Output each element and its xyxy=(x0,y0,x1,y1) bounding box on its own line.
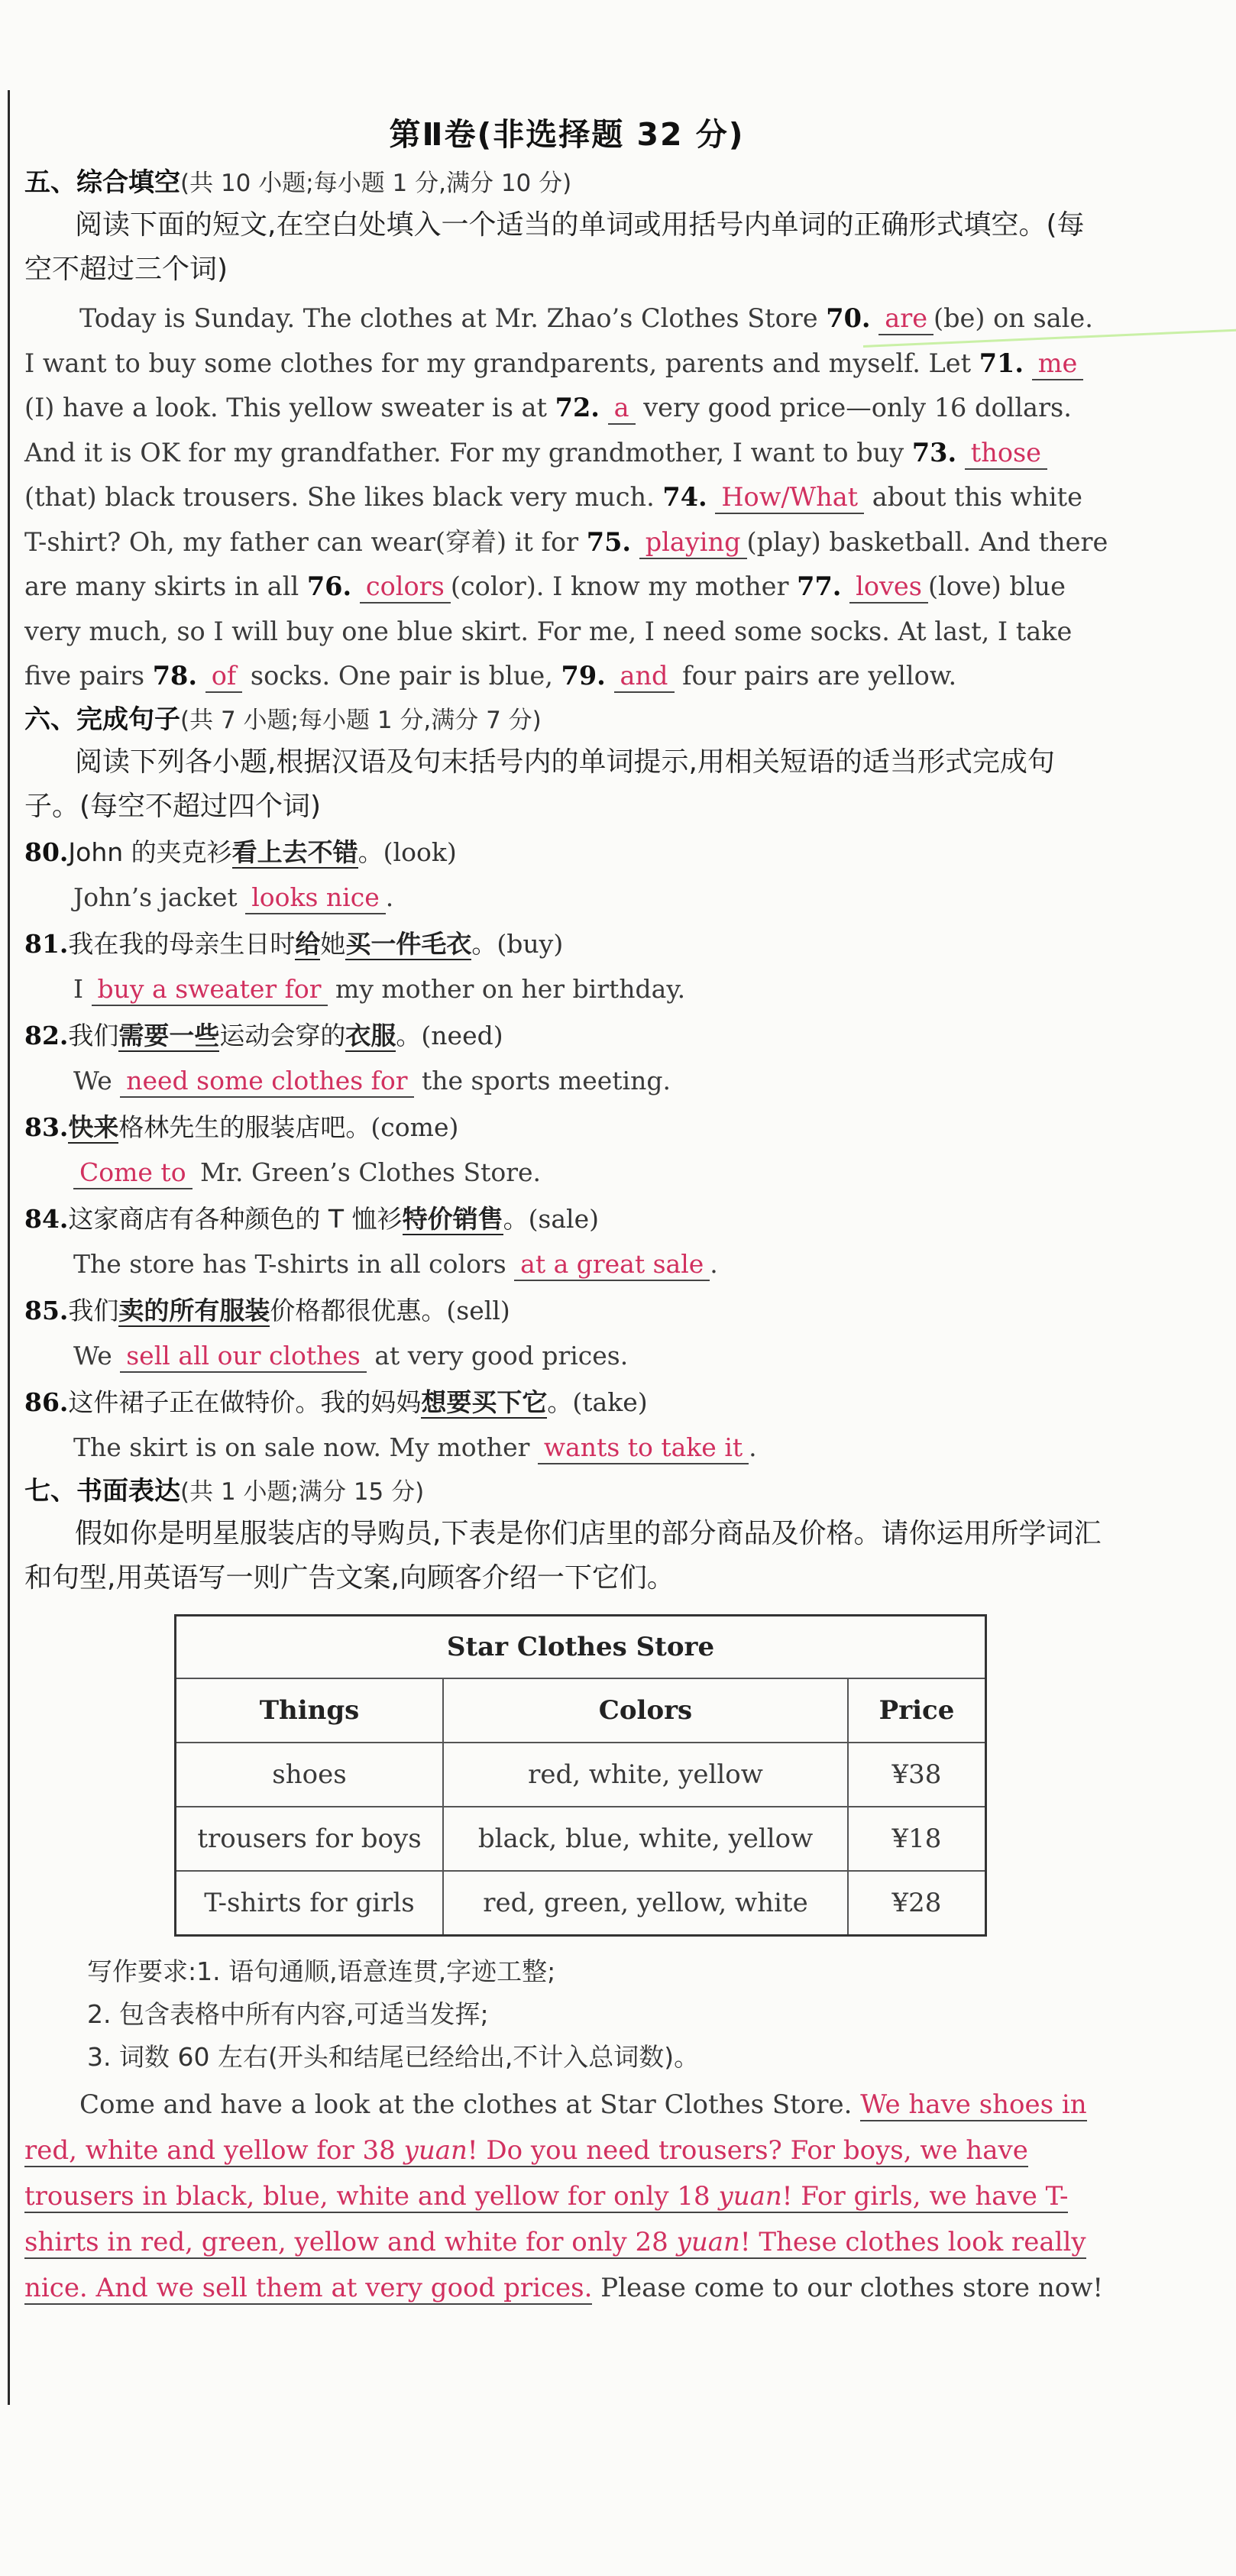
q77-answer: loves xyxy=(849,571,928,604)
essay-yuan-1: yuan xyxy=(403,2134,468,2166)
essay-yuan-2: yuan xyxy=(718,2180,782,2212)
question-86 xyxy=(24,1380,1109,1471)
table-row xyxy=(176,1807,986,1871)
requirement-1: 写作要求:1. 语句通顺,语意连贯,字迹工整; xyxy=(87,1956,556,1986)
table-row xyxy=(176,1871,986,1936)
requirement-2: 2. 包含表格中所有内容,可适当发挥; xyxy=(87,1998,489,2029)
cell-price: ¥18 xyxy=(848,1807,986,1871)
cloze-passage: Today is Sunday. The clothes at Mr. Zhao’s Clothes Store 70. are (be) on sale. I want to buy some clothes for my grandparents, parents and myself. Let 71. me(I) have a look. This yellow sweater is at 72. a very good price—only 16 dollars. And it is OK for my grandfather. For my grandmother, I want to buy 73. those(that) black trousers. She likes black very much. 74. How/What about this white T-shirt? Oh, my father can wear(穿着) it for 75. playing (play) basketball. And there are many skirts in all 76. colors (color). I know my mother 77. loves (love) blue very much, so I will buy one blue skirt. For me, I need some socks. At last, I take five pairs 78. of socks. One pair is blue, 79. and four pairs are yellow. xyxy=(24,296,1109,699)
question-number: 81. xyxy=(24,928,69,959)
section-5-title: 五、综合填空 xyxy=(24,167,180,198)
essay-answer-2: ! Do you need trousers? For boys, we have trousers in black, blue, white and yellow for only 18 xyxy=(24,2134,1028,2212)
q75-answer: playing xyxy=(639,527,747,559)
section-6-title: 六、完成句子 xyxy=(24,704,180,735)
q73-number: 73. xyxy=(911,437,957,468)
q78-number: 78. xyxy=(152,661,198,691)
question-prompt: 86.这件裙子正在做特价。我的妈妈想要买下它。(take) xyxy=(24,1387,648,1417)
section-6-heading xyxy=(24,699,1109,740)
question-sentence: The store has T-shirts in all colors at a great sale . xyxy=(24,1241,1109,1287)
keyword: 给 xyxy=(295,928,321,959)
question-83 xyxy=(24,1105,1109,1196)
q78-answer: of xyxy=(205,661,243,693)
q76-number: 76. xyxy=(306,571,352,601)
cell-price: ¥28 xyxy=(848,1871,986,1936)
question-sentence: We need some clothes for the sports meeting. xyxy=(24,1058,1109,1104)
answer-blank: sell all our clothes xyxy=(120,1341,367,1373)
question-80 xyxy=(24,830,1109,921)
question-prompt: 84.这家商店有各种颜色的 T 恤衫特价销售。(sale) xyxy=(24,1203,600,1234)
essay-answer-3: ! For girls, we have T-shirts in red, green, yellow and white for only 28 xyxy=(24,2180,1069,2257)
essay-closing: Please come to our clothes store now! xyxy=(592,2272,1103,2303)
section-7-heading xyxy=(24,1471,1109,1512)
keyword: 买一件毛衣 xyxy=(345,928,472,959)
keyword: 看上去不错 xyxy=(231,837,358,867)
cell-colors: red, white, yellow xyxy=(443,1743,848,1807)
q72-answer: a xyxy=(608,393,636,425)
header-things: Things xyxy=(176,1678,444,1743)
q77-number: 77. xyxy=(797,571,842,601)
word-hint: (take) xyxy=(572,1387,648,1417)
question-sentence: The skirt is on sale now. My mother wants to take it . xyxy=(24,1425,1109,1471)
question-number: 85. xyxy=(24,1295,69,1325)
header-colors: Colors xyxy=(443,1678,848,1743)
cell-thing: shoes xyxy=(176,1743,444,1807)
question-number: 82. xyxy=(24,1020,69,1050)
q70-answer: are xyxy=(878,303,933,335)
keyword: 想要买下它 xyxy=(421,1387,548,1417)
q79-number: 79. xyxy=(561,661,606,691)
keyword: 衣服 xyxy=(345,1020,396,1050)
table-caption: Star Clothes Store xyxy=(176,1615,986,1678)
question-prompt: 83.快来格林先生的服装店吧。(come) xyxy=(24,1112,459,1142)
question-number: 80. xyxy=(24,837,69,867)
answer-blank: Come to xyxy=(73,1157,193,1189)
question-sentence: I buy a sweater for my mother on her birthday. xyxy=(24,966,1109,1012)
word-hint: (sale) xyxy=(528,1203,600,1234)
section-6-score: (共 7 小题;每小题 1 分,满分 7 分) xyxy=(180,706,542,734)
section-7-instruction: 假如你是明星服装店的导购员,下表是你们店里的部分商品及价格。请你运用所学词汇和句型,用英语写一则广告文案,向顾客介绍一下它们。 xyxy=(24,1517,1102,1594)
essay-opening: Come and have a look at the clothes at Star Clothes Store. xyxy=(79,2089,861,2120)
question-sentence: We sell all our clothes at very good prices. xyxy=(24,1333,1109,1379)
keyword: 卖的所有服装 xyxy=(118,1295,270,1325)
question-prompt: 80.John 的夹克衫看上去不错。(look) xyxy=(24,837,457,867)
section-5-heading xyxy=(24,162,1109,203)
answer-blank: need some clothes for xyxy=(120,1066,413,1098)
paper-title: 第Ⅱ卷(非选择题 32 分) xyxy=(389,116,745,153)
question-number: 83. xyxy=(24,1112,69,1142)
header-price: Price xyxy=(848,1678,986,1743)
question-number: 84. xyxy=(24,1203,69,1234)
q75-number: 75. xyxy=(586,526,632,557)
price-table-wrapper xyxy=(174,1614,1109,1937)
essay-answer-1: We have shoes in red, white and yellow for 38 xyxy=(24,2089,1087,2166)
question-sentence: Come to Mr. Green’s Clothes Store. xyxy=(24,1150,1109,1196)
cell-colors: black, blue, white, yellow xyxy=(443,1807,848,1871)
question-number: 86. xyxy=(24,1387,69,1417)
answer-blank: looks nice xyxy=(245,882,386,914)
keyword: 需要一些 xyxy=(118,1020,220,1050)
word-hint: (sell) xyxy=(446,1295,510,1325)
cell-price: ¥38 xyxy=(848,1743,986,1807)
price-table xyxy=(174,1614,987,1937)
question-sentence: John’s jacket looks nice . xyxy=(24,875,1109,921)
question-prompt: 85.我们卖的所有服装价格都很优惠。(sell) xyxy=(24,1295,510,1325)
answer-blank: buy a sweater for xyxy=(92,974,328,1006)
question-prompt: 81.我在我的母亲生日时给她买一件毛衣。(buy) xyxy=(24,928,564,959)
question-81 xyxy=(24,922,1109,1012)
essay-answer-4: ! These clothes look really nice. And we sell them at very good prices. xyxy=(24,2226,1086,2303)
keyword: 快来 xyxy=(68,1112,119,1142)
question-prompt: 82.我们需要一些运动会穿的衣服。(need) xyxy=(24,1020,503,1050)
q73-answer: those xyxy=(965,438,1047,470)
cell-colors: red, green, yellow, white xyxy=(443,1871,848,1936)
word-hint: (look) xyxy=(383,837,457,867)
sentence-completion-list xyxy=(24,830,1109,1471)
q74-answer: How/What xyxy=(715,482,864,514)
requirement-3: 3. 词数 60 左右(开头和结尾已经给出,不计入总词数)。 xyxy=(87,2041,700,2072)
q71-answer: me xyxy=(1032,348,1084,380)
table-row xyxy=(176,1743,986,1807)
answer-blank: wants to take it xyxy=(538,1432,749,1464)
section-6-instruction: 阅读下列各小题,根据汉语及句末括号内的单词提示,用相关短语的适当形式完成句子。(每空不超过四个词) xyxy=(24,746,1055,822)
word-hint: (come) xyxy=(370,1112,459,1142)
section-5-score: (共 10 小题;每小题 1 分,满分 10 分) xyxy=(180,170,572,197)
cell-thing: trousers for boys xyxy=(176,1807,444,1871)
q72-number: 72. xyxy=(555,393,600,422)
cell-thing: T-shirts for girls xyxy=(176,1871,444,1936)
question-82 xyxy=(24,1014,1109,1104)
q79-answer: and xyxy=(614,661,675,693)
q74-number: 74. xyxy=(662,482,707,512)
answer-blank: at a great sale xyxy=(514,1249,710,1281)
essay-yuan-3: yuan xyxy=(676,2226,740,2257)
q70-number: 70. xyxy=(826,303,871,333)
model-essay xyxy=(24,2082,1109,2311)
keyword: 特价销售 xyxy=(402,1203,503,1234)
margin-rule xyxy=(8,90,10,2405)
q71-number: 71. xyxy=(979,348,1024,378)
section-7-score: (共 1 小题;满分 15 分) xyxy=(180,1477,425,1506)
question-85 xyxy=(24,1289,1109,1379)
word-hint: (need) xyxy=(421,1020,503,1050)
word-hint: (buy) xyxy=(497,928,564,959)
q76-answer: colors xyxy=(360,571,451,604)
section-7-title: 七、书面表达 xyxy=(24,1475,180,1506)
question-84 xyxy=(24,1197,1109,1287)
page-content xyxy=(24,107,1109,2311)
section-5-instruction: 阅读下面的短文,在空白处填入一个适当的单词或用括号内单词的正确形式填空。(每空不超过三个词) xyxy=(24,209,1085,285)
